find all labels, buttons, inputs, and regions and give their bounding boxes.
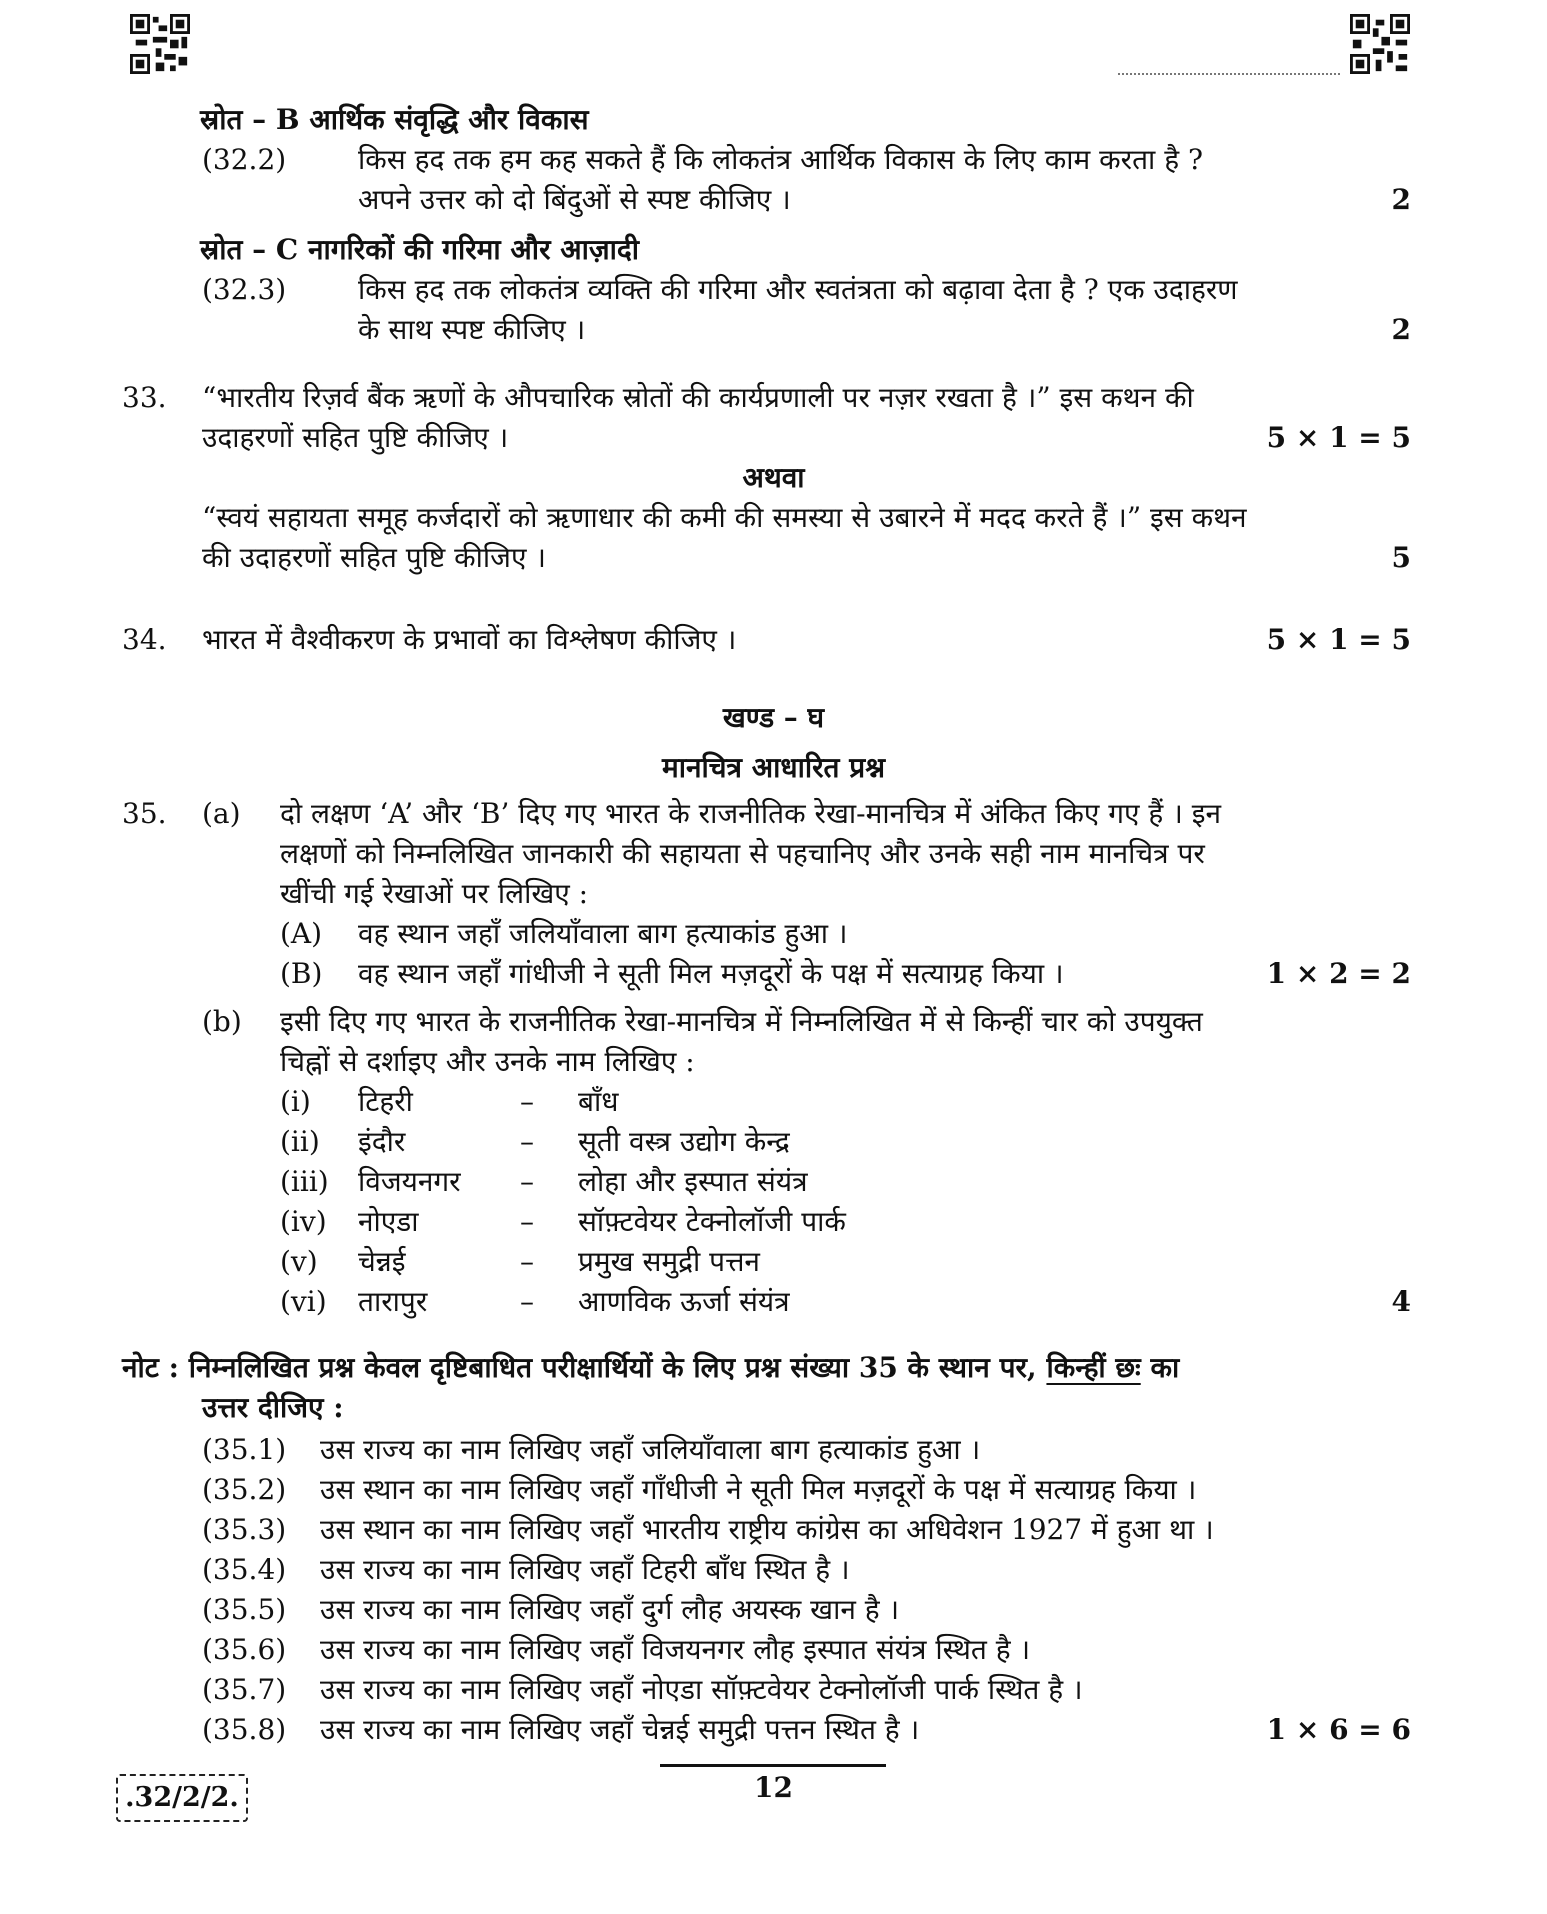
list-item-place: विजयनगर xyxy=(358,1165,461,1198)
question-text: इसी दिए गए भारत के राजनीतिक रेखा-मानचित्र में निम्नलिखित में से किन्हीं चार को उपयुक्त xyxy=(280,1005,1203,1038)
sub-question-number: (35.7) xyxy=(202,1673,287,1706)
marks: 1 × 2 = 2 xyxy=(1266,957,1411,990)
item-text: वह स्थान जहाँ गांधीजी ने सूती मिल मज़दूरों के पक्ष में सत्याग्रह किया । xyxy=(358,957,1064,990)
marks: 5 × 1 = 5 xyxy=(1266,623,1411,656)
paper-code: .32/2/2. xyxy=(116,1774,248,1822)
question-text: खींची गई रेखाओं पर लिखिए : xyxy=(280,877,589,910)
question-text: के साथ स्पष्ट कीजिए । xyxy=(358,313,586,346)
question-text: अपने उत्तर को दो बिंदुओं से स्पष्ट कीजिए । xyxy=(358,183,791,216)
source-b-heading: स्रोत – B आर्थिक संवृद्धि और विकास xyxy=(200,103,589,136)
question-text: लक्षणों को निम्नलिखित जानकारी की सहायता से पहचानिए और उनके सही नाम मानचित्र पर xyxy=(280,837,1205,870)
marks: 1 × 6 = 6 xyxy=(1266,1713,1411,1746)
list-item-dash: – xyxy=(520,1285,534,1318)
list-item-dash: – xyxy=(520,1165,534,1198)
list-item-label: (iv) xyxy=(280,1205,327,1238)
question-text: किस हद तक लोकतंत्र व्यक्ति की गरिमा और स्वतंत्रता को बढ़ावा देता है ? एक उदाहरण xyxy=(358,273,1238,306)
list-item-type: सूती वस्त्र उद्योग केन्द्र xyxy=(578,1125,790,1158)
list-item-place: इंदौर xyxy=(358,1125,406,1158)
question-text: भारत में वैश्वीकरण के प्रभावों का विश्लेषण कीजिए । xyxy=(202,623,737,656)
list-item-type: बाँध xyxy=(578,1085,619,1118)
or-separator: अथवा xyxy=(742,461,805,494)
list-item-label: (vi) xyxy=(280,1285,327,1318)
sub-question-text: उस राज्य का नाम लिखिए जहाँ दुर्ग लौह अयस्क खान है । xyxy=(320,1593,900,1626)
sub-question-text: उस राज्य का नाम लिखिए जहाँ चेन्नई समुद्री पत्तन स्थित है । xyxy=(320,1713,920,1746)
marks: 5 × 1 = 5 xyxy=(1266,421,1411,454)
question-text: चिह्नों से दर्शाइए और उनके नाम लिखिए : xyxy=(280,1045,695,1078)
question-number: (32.2) xyxy=(202,143,287,176)
list-item-label: (i) xyxy=(280,1085,311,1118)
question-number: 35. xyxy=(122,797,167,830)
list-item-type: सॉफ़्टवेयर टेक्नोलॉजी पार्क xyxy=(578,1205,846,1238)
sub-question-number: (35.1) xyxy=(202,1433,287,1466)
marks: 2 xyxy=(1391,313,1411,346)
item-label: (A) xyxy=(280,917,323,950)
marks: 2 xyxy=(1391,183,1411,216)
list-item-type: आणविक ऊर्जा संयंत्र xyxy=(578,1285,790,1318)
section-subtitle: मानचित्र आधारित प्रश्न xyxy=(661,751,885,784)
sub-question-number: (35.2) xyxy=(202,1473,287,1506)
sub-question-number: (35.6) xyxy=(202,1633,287,1666)
note-text: नोट : निम्नलिखित प्रश्न केवल दृष्टिबाधित परीक्षार्थियों के लिए प्रश्न संख्या 35 के स्थान पर, xyxy=(122,1351,1047,1384)
sub-question-text: उस राज्य का नाम लिखिए जहाँ जलियाँवाला बाग हत्याकांड हुआ । xyxy=(320,1433,981,1466)
note-text: का xyxy=(1140,1351,1180,1384)
question-number: 34. xyxy=(122,623,167,656)
sub-question-number: (35.4) xyxy=(202,1553,287,1586)
item-label: (B) xyxy=(280,957,323,990)
question-text: किस हद तक हम कह सकते हैं कि लोकतंत्र आर्थिक विकास के लिए काम करता है ? xyxy=(358,143,1203,176)
list-item-dash: – xyxy=(520,1125,534,1158)
qr-code-icon xyxy=(1350,14,1410,74)
marks: 4 xyxy=(1391,1285,1411,1318)
question-text: उदाहरणों सहित पुष्टि कीजिए । xyxy=(202,421,509,454)
sub-question-number: (35.8) xyxy=(202,1713,287,1746)
list-item-type: प्रमुख समुद्री पत्तन xyxy=(578,1245,760,1278)
list-item-type: लोहा और इस्पात संयंत्र xyxy=(578,1165,808,1198)
question-number: 33. xyxy=(122,381,167,414)
sub-question-number: (35.3) xyxy=(202,1513,287,1546)
sub-question-text: उस स्थान का नाम लिखिए जहाँ भारतीय राष्ट्रीय कांग्रेस का अधिवेशन 1927 में हुआ था । xyxy=(320,1513,1214,1546)
list-item-label: (iii) xyxy=(280,1165,329,1198)
note-line xyxy=(122,1348,1179,1388)
question-number: (32.3) xyxy=(202,273,287,306)
list-item-place: टिहरी xyxy=(358,1085,413,1118)
sub-question-text: उस राज्य का नाम लिखिए जहाँ नोएडा सॉफ़्टवेयर टेक्नोलॉजी पार्क स्थित है । xyxy=(320,1673,1083,1706)
item-text: वह स्थान जहाँ जलियाँवाला बाग हत्याकांड हुआ । xyxy=(358,917,848,950)
sub-question-text: उस राज्य का नाम लिखिए जहाँ विजयनगर लौह इस्पात संयंत्र स्थित है । xyxy=(320,1633,1031,1666)
part-label: (b) xyxy=(202,1005,242,1038)
list-item-place: तारापुर xyxy=(358,1285,428,1318)
question-text: की उदाहरणों सहित पुष्टि कीजिए । xyxy=(202,541,546,574)
list-item-dash: – xyxy=(520,1205,534,1238)
source-c-heading: स्रोत – C नागरिकों की गरिमा और आज़ादी xyxy=(200,233,640,266)
list-item-place: नोएडा xyxy=(358,1205,419,1238)
question-text: “स्वयं सहायता समूह कर्जदारों को ऋणाधार की कमी की समस्या से उबारने में मदद करते हैं ।” इस कथन xyxy=(202,501,1247,534)
list-item-label: (v) xyxy=(280,1245,318,1278)
list-item-place: चेन्नई xyxy=(358,1245,406,1278)
note-underlined: किन्हीं छः xyxy=(1046,1351,1141,1384)
list-item-dash: – xyxy=(520,1085,534,1118)
question-text: “भारतीय रिज़र्व बैंक ऋणों के औपचारिक स्रोतों की कार्यप्रणाली पर नज़र रखता है ।” इस कथन की xyxy=(202,381,1194,414)
sub-question-number: (35.5) xyxy=(202,1593,287,1626)
section-title: खण्ड – घ xyxy=(722,701,825,734)
qr-code-icon xyxy=(130,14,190,74)
note-text: उत्तर दीजिए : xyxy=(202,1391,344,1424)
sub-question-text: उस स्थान का नाम लिखिए जहाँ गाँधीजी ने सूती मिल मज़दूरों के पक्ष में सत्याग्रह किया । xyxy=(320,1473,1197,1506)
list-item-dash: – xyxy=(520,1245,534,1278)
page-number: 12 xyxy=(754,1771,793,1804)
part-label: (a) xyxy=(202,797,241,830)
footer-rule xyxy=(660,1764,886,1767)
question-text: दो लक्षण ‘A’ और ‘B’ दिए गए भारत के राजनीतिक रेखा-मानचित्र में अंकित किए गए हैं । इन xyxy=(280,797,1222,830)
header-rule xyxy=(1118,73,1340,75)
sub-question-text: उस राज्य का नाम लिखिए जहाँ टिहरी बाँध स्थित है । xyxy=(320,1553,850,1586)
marks: 5 xyxy=(1391,541,1411,574)
list-item-label: (ii) xyxy=(280,1125,320,1158)
